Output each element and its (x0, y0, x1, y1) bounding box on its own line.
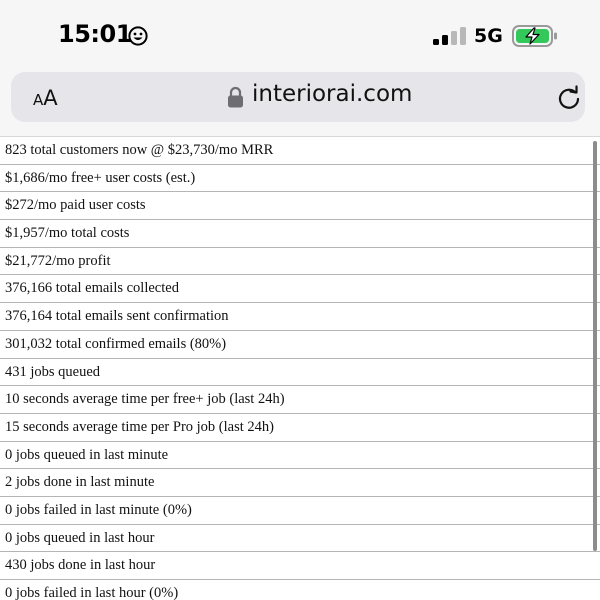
stat-row: 15 seconds average time per Pro job (last 24h) (0, 414, 600, 442)
stat-row: 0 jobs failed in last minute (0%) (0, 497, 600, 525)
stat-row: 0 jobs failed in last hour (0%) (0, 580, 600, 600)
battery-charging-icon (512, 25, 558, 47)
stat-row: 10 seconds average time per free+ job (last 24h) (0, 386, 600, 414)
stat-row: 2 jobs done in last minute (0, 469, 600, 497)
stat-row: 823 total customers now @ $23,730/mo MRR (0, 137, 600, 165)
stat-row: $21,772/mo profit (0, 248, 600, 276)
stat-row: 376,164 total emails sent confirmation (0, 303, 600, 331)
stats-list (0, 137, 600, 600)
stat-row: 430 jobs done in last hour (0, 552, 600, 580)
stat-row: 376,166 total emails collected (0, 275, 600, 303)
lock-icon (227, 86, 244, 108)
status-bar (0, 0, 600, 70)
text-size-button[interactable] (33, 86, 58, 110)
url-text[interactable]: interiorai.com (252, 81, 413, 107)
stat-row: $1,957/mo total costs (0, 220, 600, 248)
browser-chrome (0, 70, 600, 137)
status-time: 15:01 (58, 20, 132, 48)
page-content (0, 137, 600, 600)
stat-row: 0 jobs queued in last hour (0, 525, 600, 553)
smiley-icon (128, 26, 148, 46)
stat-row: $1,686/mo free+ user costs (est.) (0, 165, 600, 193)
reload-icon[interactable] (556, 85, 582, 111)
scrollbar[interactable] (593, 141, 597, 551)
signal-strength-icon (433, 26, 467, 46)
stat-row: 301,032 total confirmed emails (80%) (0, 331, 600, 359)
network-type: 5G (474, 25, 503, 47)
text-size-big-a: A (43, 86, 58, 110)
stat-row: $272/mo paid user costs (0, 192, 600, 220)
text-size-small-a: A (33, 91, 44, 109)
stat-row: 431 jobs queued (0, 359, 600, 387)
stat-row: 0 jobs queued in last minute (0, 442, 600, 470)
address-bar[interactable] (11, 72, 585, 122)
